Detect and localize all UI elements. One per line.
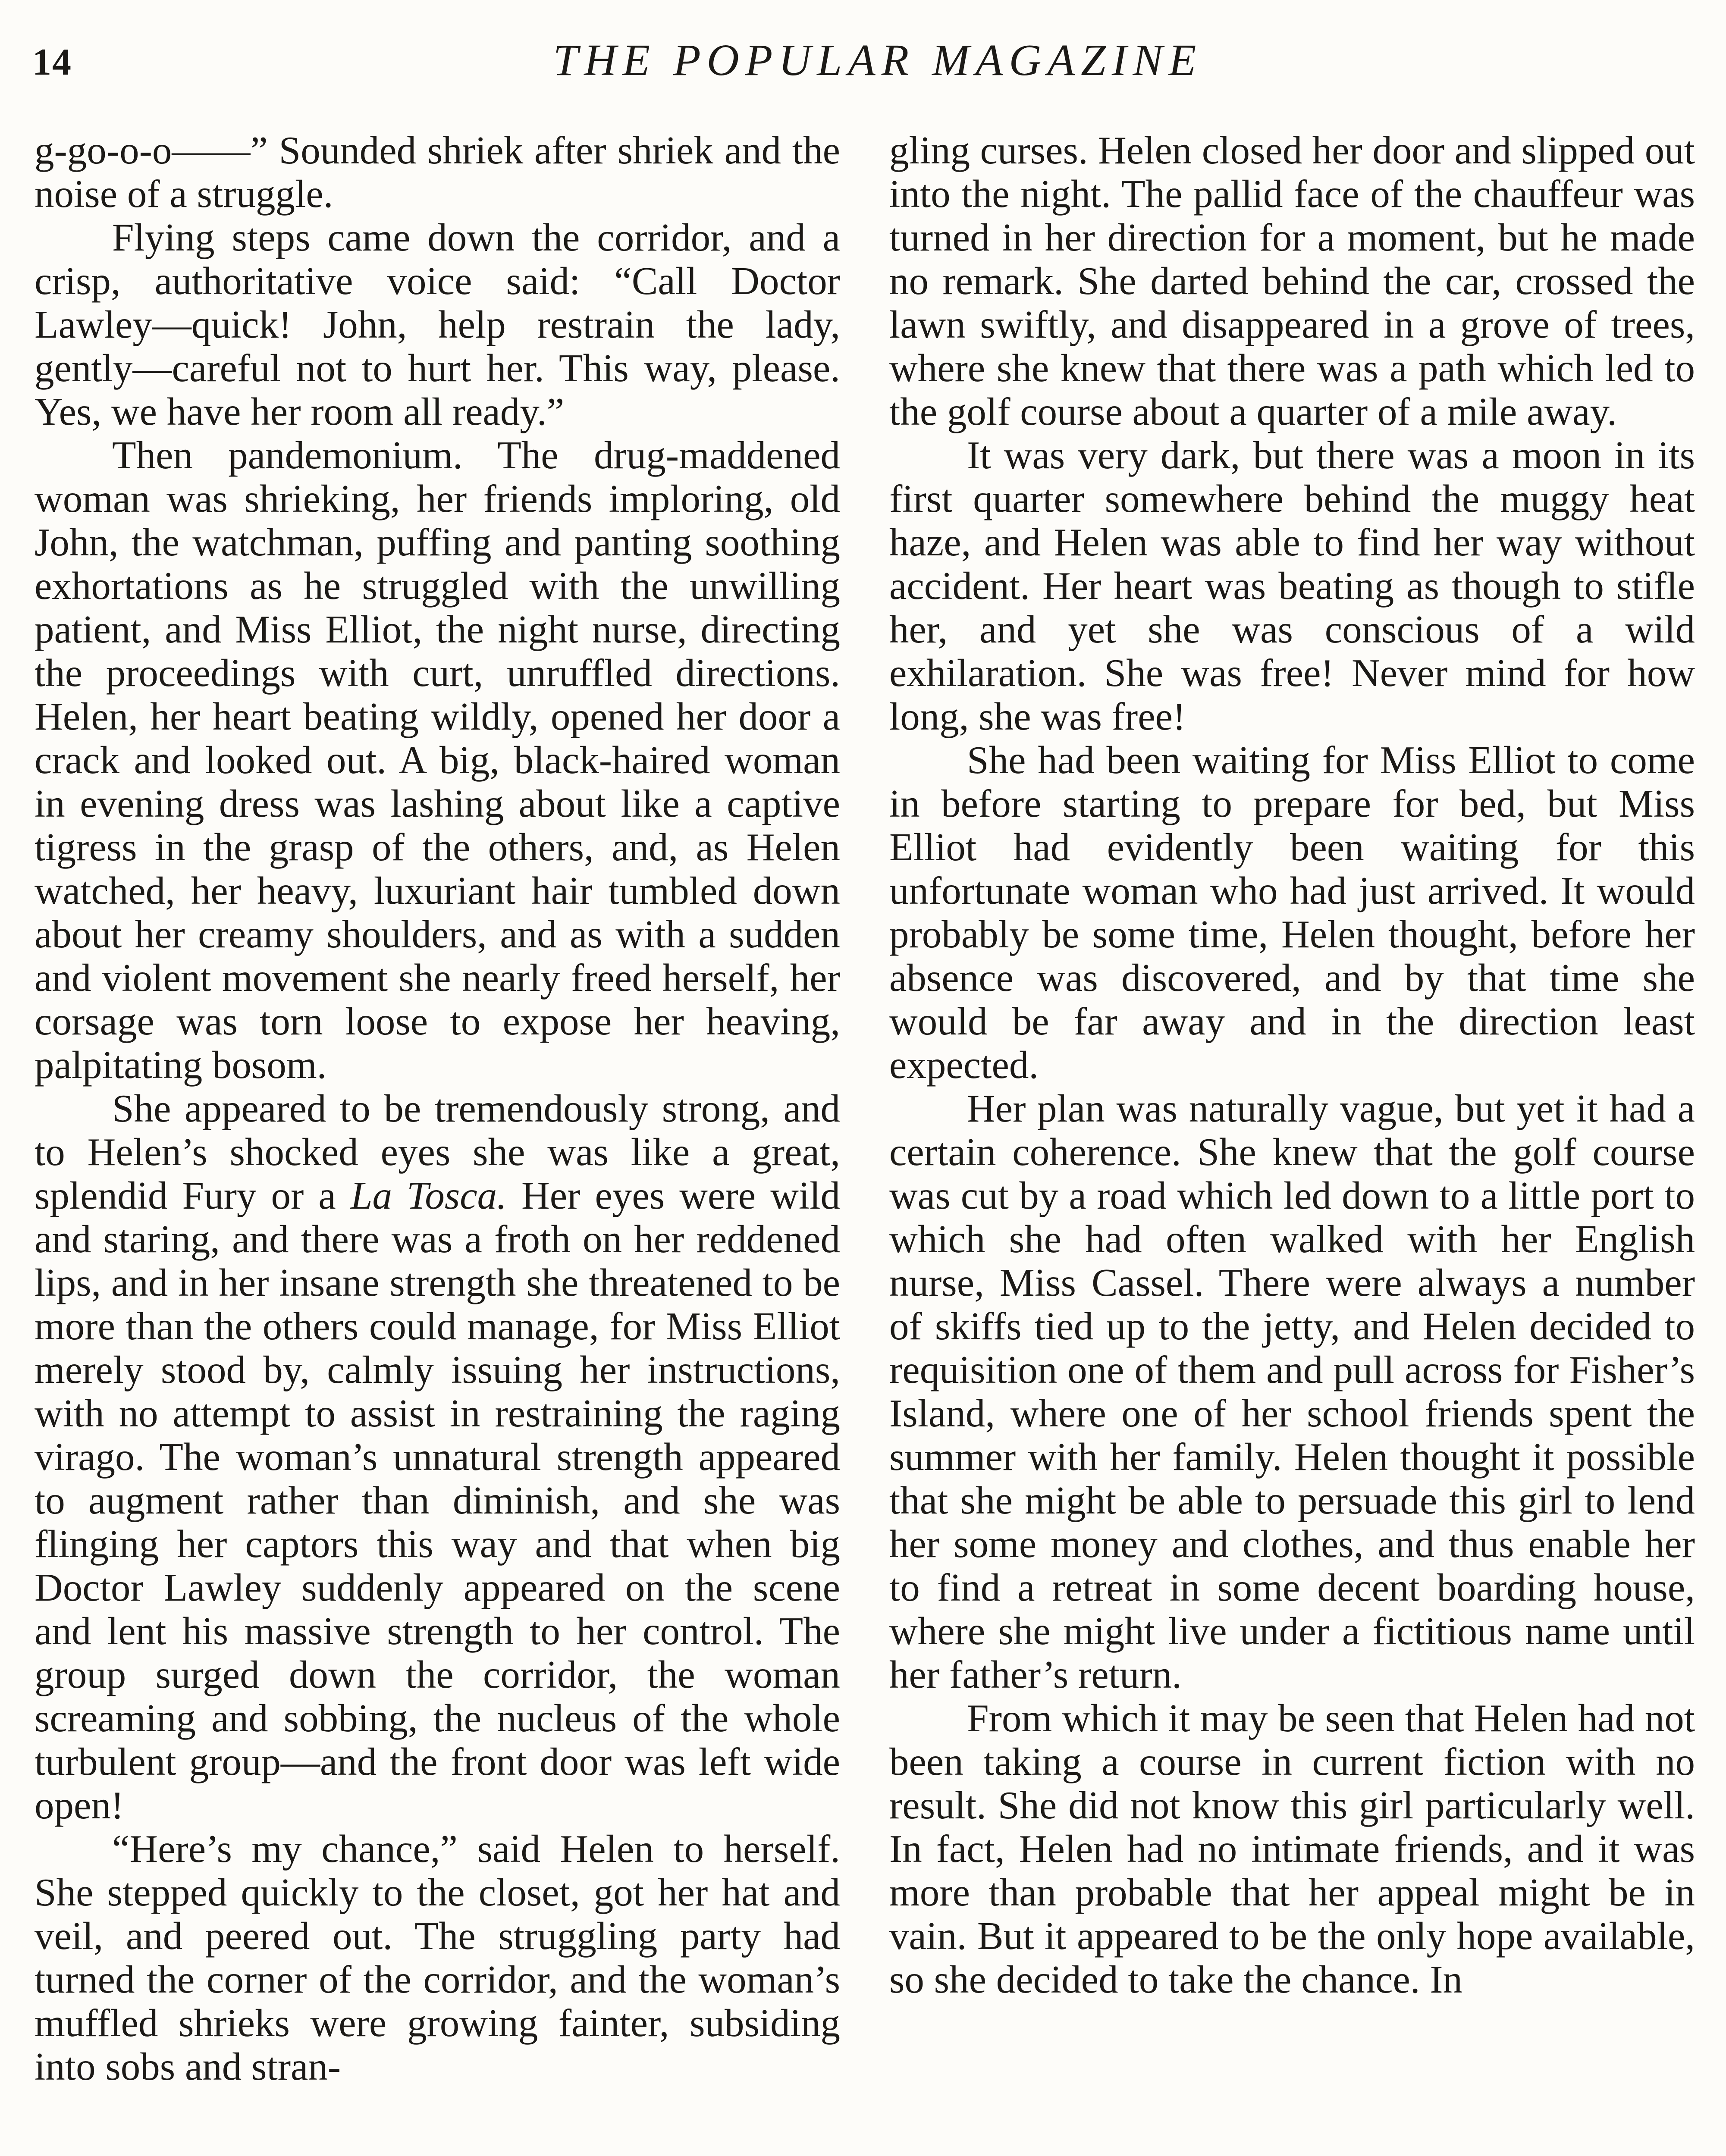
left-paragraph-3: Then pandemonium. The drug-maddened woman was shrieking, her friends imploring, old John, the watchman, puffing and panting soothing exhortations as he struggled with the unwilling patient, and Miss Elliot, the night nurse, directing the proceedings with curt, unruffled directions. Helen, her heart beating wildly, opened her door a crack and looked out. A big, black-haired woman in evening dress was lashing about like a captive tigress in the grasp of the others, and, as Helen watched, her heavy, luxuriant hair tumbled down about her creamy shoulders, and as with a sudden and violent movement she nearly freed herself, her corsage was torn loose to expose her heaving, palpitating bosom.: [35, 433, 840, 1087]
left-paragraph-2: Flying steps came down the corridor, and a crisp, authoritative voice said: “Call Doctor Lawley—quick! John, help restrain the lady, gently—careful not to hurt her. This way, please. Yes, we have her room all ready.”: [35, 216, 840, 433]
right-paragraph-1: gling curses. Helen closed her door and slipped out into the night. The pallid face of the chauffeur was turned in her direction for a moment, but he made no remark. She darted behind the car, crossed the lawn swiftly, and disappeared in a grove of trees, where she knew that there was a path which led to the golf course about a quarter of a mile away.: [889, 128, 1695, 433]
left-paragraph-1: g-go-o-o——” Sounded shriek after shriek and the noise of a struggle.: [35, 128, 840, 216]
right-paragraph-4: Her plan was naturally vague, but yet it had a certain coherence. She knew that the golf course was cut by a road which led down to a little port to which she had often walked with her English nurse, Miss Cassel. There were always a number of skiffs tied up to the jetty, and Helen decided to requisition one of them and pull across for Fisher’s Island, where one of her school friends spent the summer with her family. Helen thought it possible that she might be able to persuade this girl to lend her some money and clothes, and thus enable her to find a retreat in some decent boarding house, where she might live under a fictitious name until her father’s return.: [889, 1087, 1695, 1696]
page-number: 14: [32, 41, 72, 83]
right-paragraph-5: From which it may be seen that Helen had not been taking a course in current fiction with no result. She did not know this girl particularly well. In fact, Helen had no intimate friends, and it was more than probable that her appeal might be in vain. But it appeared to be the only hope available, so she decided to take the chance. In: [889, 1696, 1695, 2001]
left-paragraph-4: [35, 1087, 840, 1827]
italic-title-la-tosca: La Tosca.: [350, 1174, 507, 1217]
running-head: [32, 30, 1697, 91]
right-paragraph-3: She had been waiting for Miss Elliot to come in before starting to prepare for bed, but Miss Elliot had evidently been waiting for this unfortunate woman who had just arrived. It would probably be some time, Helen thought, before her absence was discovered, and by that time she would be far away and in the direction least expected.: [889, 738, 1695, 1087]
right-column: [889, 128, 1695, 2156]
left-column: [35, 128, 840, 2156]
right-paragraph-2: It was very dark, but there was a moon in its first quarter somewhere behind the muggy heat haze, and Helen was able to find her way without accident. Her heart was beating as though to stifle her, and yet she was conscious of a wild exhilaration. She was free! Never mind for how long, she was free!: [889, 433, 1695, 738]
left-paragraph-4-start: She appeared to be tremendously strong, and to Helen’s shocked eyes she was like a great, splendid Fury or a: [35, 1087, 840, 1217]
left-paragraph-5: “Here’s my chance,” said Helen to herself. She stepped quickly to the closet, got her hat and veil, and peered out. The struggling party had turned the corner of the corridor, and the woman’s muffled shrieks were growing fainter, subsiding into sobs and stran-: [35, 1827, 840, 2088]
magazine-title: THE POPULAR MAGAZINE: [553, 35, 1202, 85]
left-paragraph-4-end: Her eyes were wild and staring, and there was a froth on her reddened lips, and in her insane strength she threatened to be more than the others could manage, for Miss Elliot merely stood by, calmly issuing her instructions, with no attempt to assist in restraining the raging virago. The woman’s unnatural strength appeared to augment rather than diminish, and she was flinging her captors this way and that when big Doctor Lawley suddenly appeared on the scene and lent his massive strength to her control. The group surged down the corridor, the woman screaming and sobbing, the nucleus of the whole turbulent group—and the front door was left wide open!: [35, 1174, 840, 1827]
